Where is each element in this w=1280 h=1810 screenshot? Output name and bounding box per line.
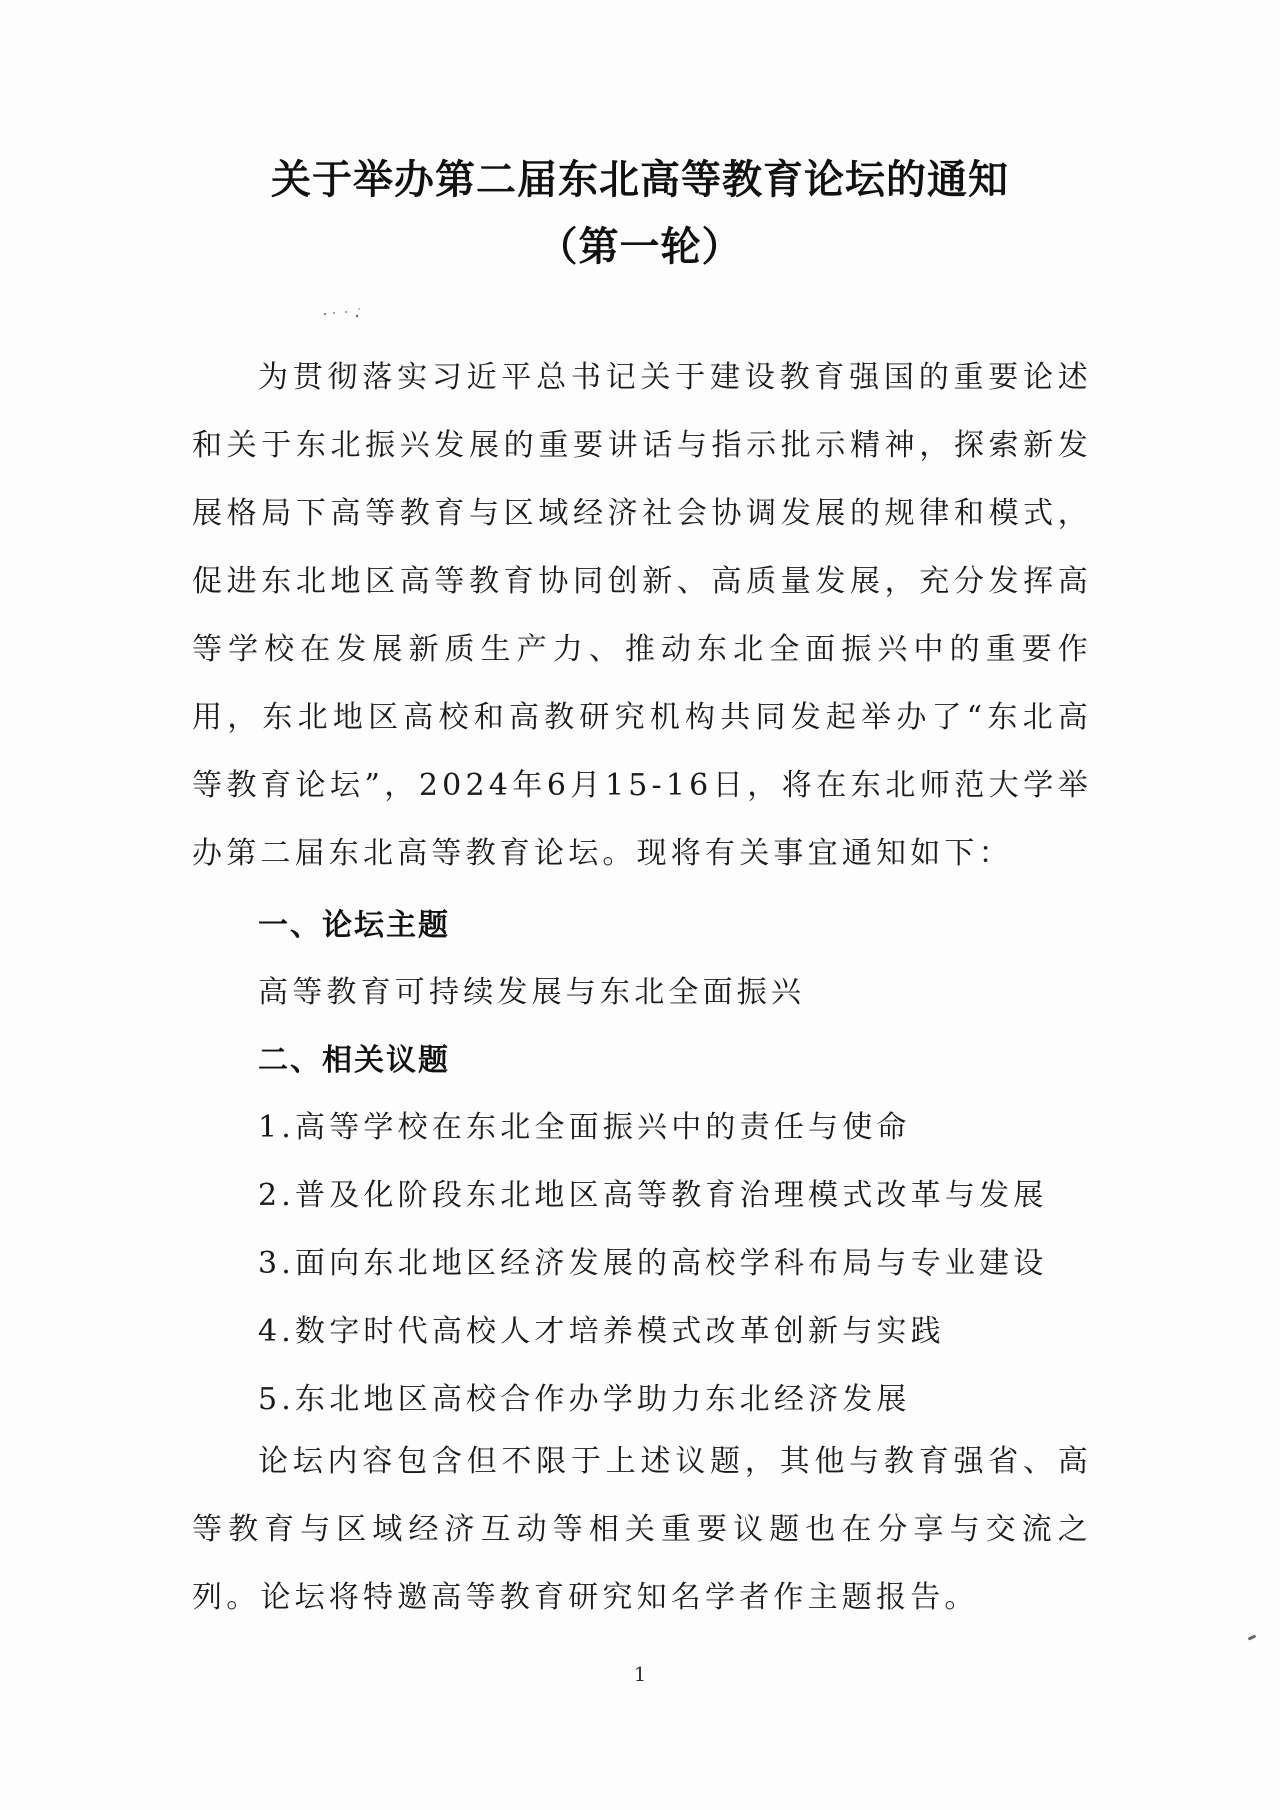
- document-subtitle: （第一轮）: [537, 224, 743, 270]
- topic-item: 3.面向东北地区经济发展的高校学科布局与专业建设: [258, 1246, 1048, 1281]
- topic-item: 5.东北地区高校合作办学助力东北经济发展: [258, 1382, 911, 1417]
- closing-paragraph: 论坛内容包含但不限于上述议题，其他与教育强省、高等教育与区域经济互动等相关重要议题也在分享与交流之列。论坛将特邀高等教育研究知名学者作主题报告。: [192, 1444, 1092, 1615]
- section-heading-topics: 二、相关议题: [258, 1043, 450, 1078]
- scan-speck: [1248, 1634, 1257, 1640]
- intro-paragraph: 为贯彻落实习近平总书记关于建设教育强国的重要论述和关于东北振兴发展的重要讲话与指示批示精神，探索新发展格局下高等教育与区域经济社会协调发展的规律和模式，促进东北地区高等教育协同创新、高质量发展，充分发挥高等学校在发展新质生产力、推动东北全面振兴中的重要作用，东北地区高校和高教研究机构共同发起举办了“东北高等教育论坛”，2024年6月15-16日，将在东北师范大学举办第二届东北高等教育论坛。现将有关事宜通知如下：: [192, 360, 1092, 871]
- section-heading-theme: 一、论坛主题: [258, 908, 450, 943]
- forum-theme: 高等教育可持续发展与东北全面振兴: [258, 975, 806, 1010]
- topic-item: 4.数字时代高校人才培养模式改革创新与实践: [258, 1314, 945, 1349]
- document-title: 关于举办第二届东北高等教育论坛的通知: [271, 157, 1009, 203]
- page-number: 1: [633, 1662, 647, 1686]
- topic-item: 1.高等学校在东北全面振兴中的责任与使命: [258, 1110, 911, 1145]
- scan-specks: [322, 305, 372, 321]
- topic-item: 2.普及化阶段东北地区高等教育治理模式改革与发展: [258, 1178, 1048, 1213]
